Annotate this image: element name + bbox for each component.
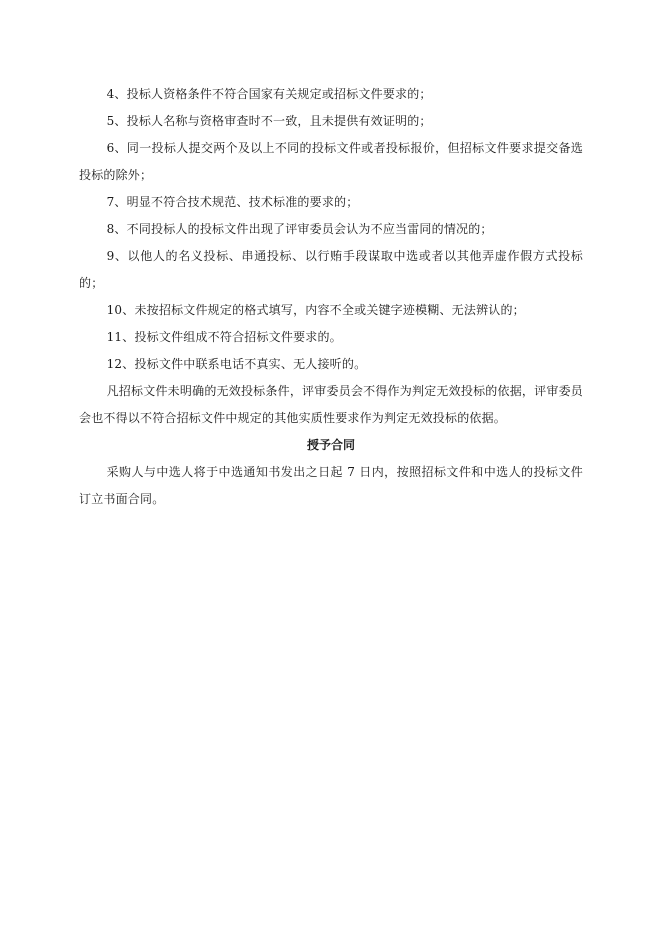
list-item: 8、不同投标人的投标文件出现了评审委员会认为不应当雷同的情况的； <box>106 222 493 236</box>
list-item: 6、同一投标人提交两个及以上不同的投标文件或者投标报价，但招标文件要求提交备选投标的除外； <box>79 141 583 182</box>
list-item: 5、投标人名称与资格审查时不一致，且未提供有效证明的； <box>106 114 432 128</box>
contract-paragraph: 采购人与中选人将于中选通知书发出之日起 7 日内，按照招标文件和中选人的投标文件订立书面合同。 <box>79 465 583 506</box>
list-item: 12、投标文件中联系电话不真实、无人接听的。 <box>106 357 367 371</box>
closing-paragraph: 凡招标文件未明确的无效投标条件，评审委员会不得作为判定无效投标的依据，评审委员会也不得以不符合招标文件中规定的其他实质性要求作为判定无效投标的依据。 <box>79 384 583 425</box>
list-item: 7、明显不符合技术规范、技术标准的要求的； <box>106 195 359 209</box>
list-item: 4、投标人资格条件不符合国家有关规定或招标文件要求的； <box>106 87 432 101</box>
list-item: 10、未按招标文件规定的格式填写，内容不全或关键字迹模糊、无法辨认的； <box>106 303 525 317</box>
section-heading: 授予合同 <box>306 438 355 452</box>
list-item: 9、以他人的名义投标、串通投标、以行贿手段谋取中选或者以其他弄虚作假方式投标的； <box>79 249 583 290</box>
list-item: 11、投标文件组成不符合招标文件要求的。 <box>106 330 342 344</box>
